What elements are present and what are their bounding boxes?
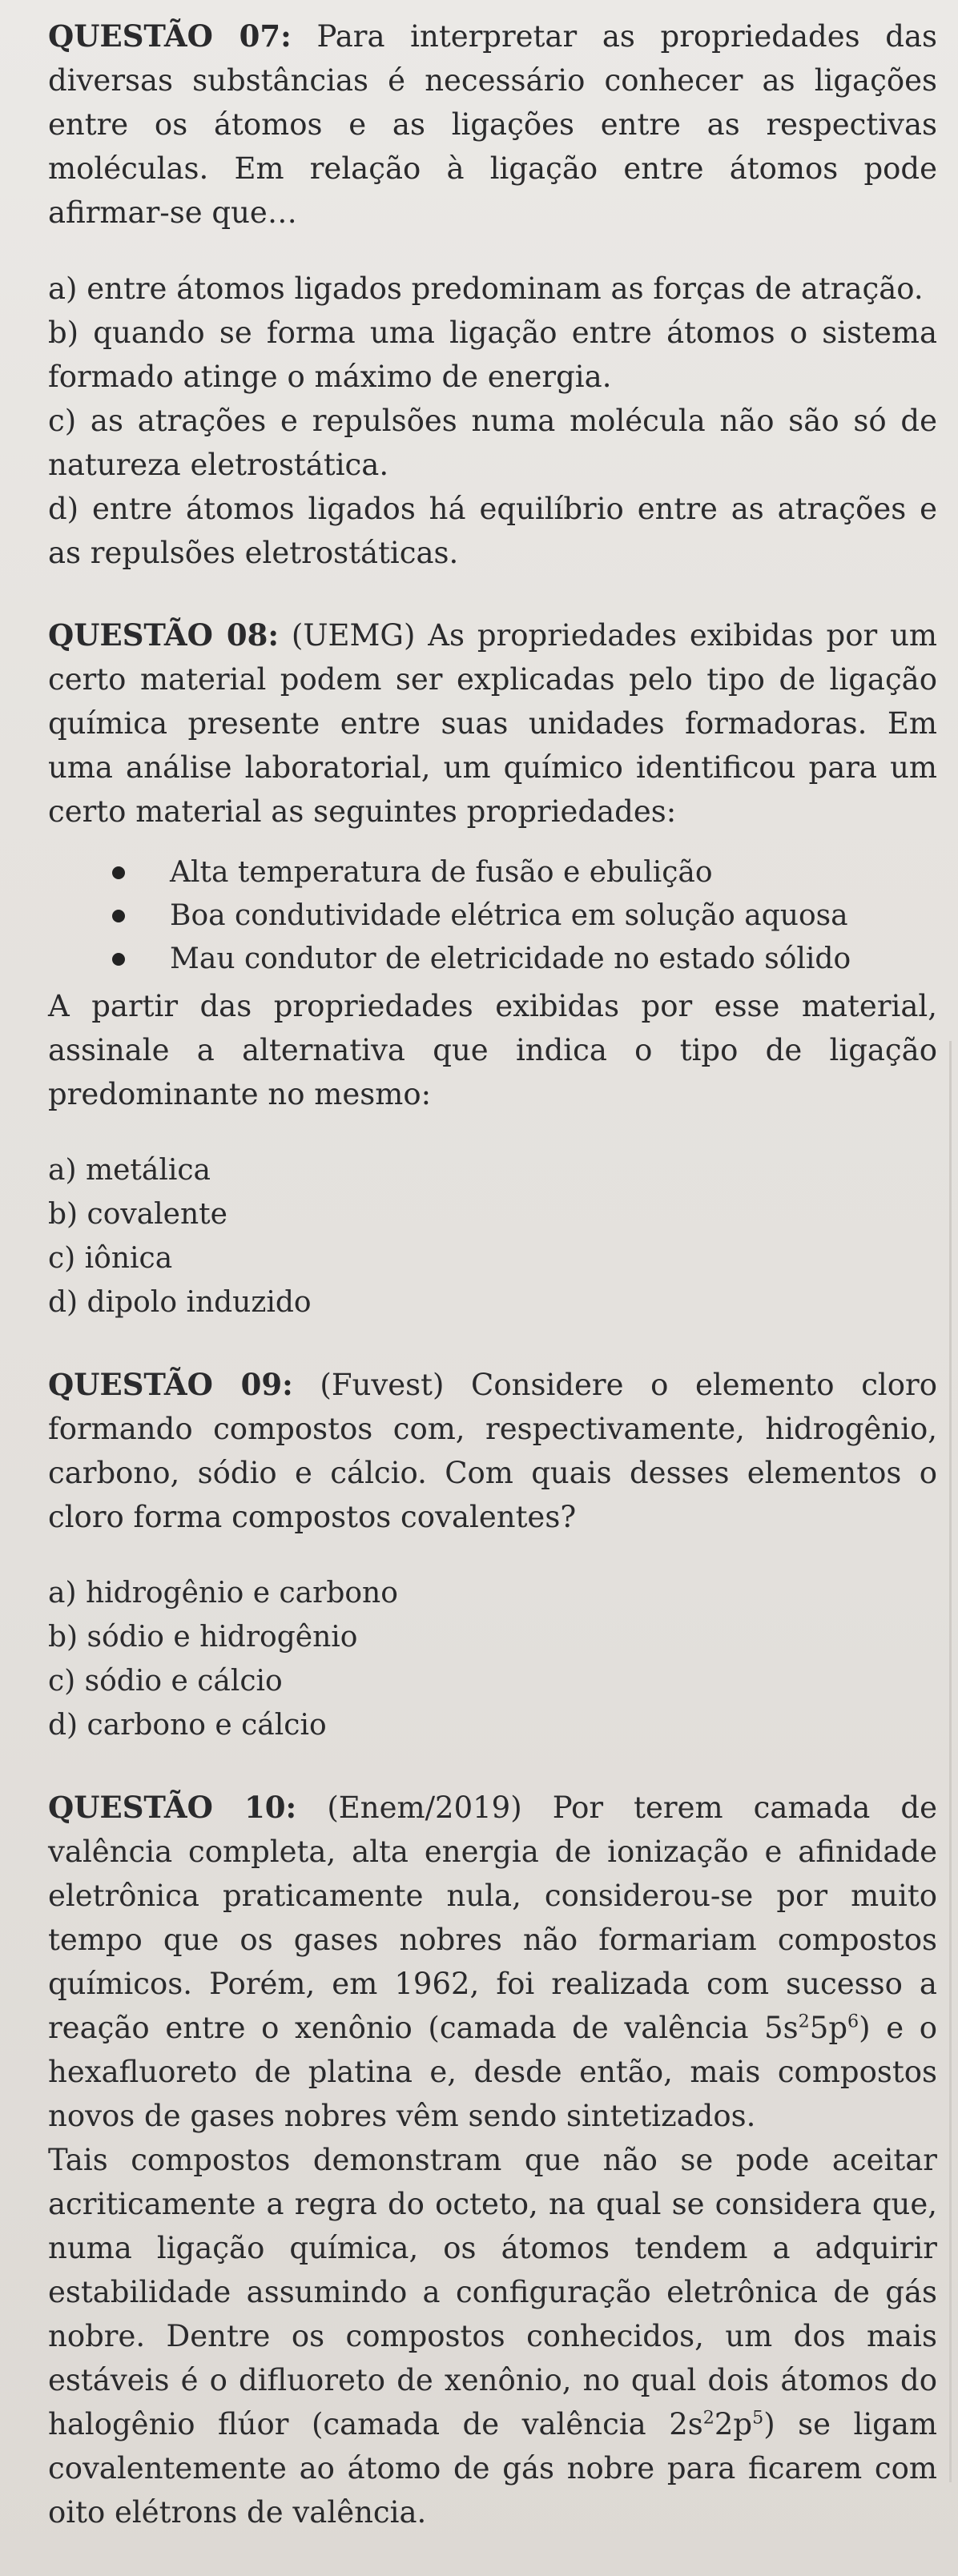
question-09-stem xyxy=(48,1363,937,1539)
question-09-option-d: d) carbono e cálcio xyxy=(48,1709,327,1742)
list-item: Mau condutor de eletricidade no estado sólido xyxy=(112,938,937,981)
question-10-paragraph-1 xyxy=(48,1786,937,2138)
question-07 xyxy=(48,14,937,575)
question-09-option-b: b) sódio e hidrogênio xyxy=(48,1621,358,1654)
question-08 xyxy=(48,613,937,1324)
question-10-text-1a: (Enem/2019) Por terem camada de valência completa, alta energia de ionização e afinidade eletrônica praticamente nula, considerou-se por muito tempo que os gases nobres não formariam compostos químicos. Porém, em 1962, foi realizada com sucesso a reação entre o xenônio (camada de valência xyxy=(48,1790,937,2045)
question-08-option-d: d) dipolo induzido xyxy=(48,1286,312,1319)
question-08-properties-list xyxy=(48,851,937,981)
page-edge-shadow xyxy=(949,1041,952,2482)
question-10-text-2a: Tais compostos demonstram que não se pode aceitar acriticamente a regra do octeto, na qual se considera que, numa ligação química, os átomos tendem a adquirir estabilidade assumindo a configuração eletrônica de gás nobre. Dentre os compostos conhecidos, um dos mais estáveis é o difluoreto de xenônio, no qual dois átomos do halogênio flúor (camada de valência xyxy=(48,2143,937,2441)
question-10-paragraph-2 xyxy=(48,2138,937,2534)
worksheet-content xyxy=(48,14,937,2534)
question-07-text: Para interpretar as propriedades das diversas substâncias é necessário conhecer as ligações entre os átomos e as ligações entre as respectivas moléculas. Em relação à ligação entre átomos pode afirmar-se que… xyxy=(48,19,937,230)
question-10-text-1b: ) e o hexafluoreto de platina e, desde então, mais compostos novos de gases nobres vêm sendo sintetizados. xyxy=(48,2011,937,2133)
question-08-instruction: A partir das propriedades exibidas por esse material, assinale a alternativa que indica o tipo de ligação predominante no mesmo: xyxy=(48,989,937,1111)
question-07-option-b: b) quando se forma uma ligação entre átomos o sistema formado atinge o máximo de energia. xyxy=(48,315,937,394)
question-07-option-d: d) entre átomos ligados há equilíbrio entre as atrações e as repulsões eletrostáticas. xyxy=(48,492,937,570)
list-item: Alta temperatura de fusão e ebulição xyxy=(112,851,937,894)
question-08-text: (UEMG) As propriedades exibidas por um certo material podem ser explicadas pelo tipo de ligação química presente entre suas unidades formadoras. Em uma análise laboratorial, um químico identificou para um certo material as seguintes propriedades: xyxy=(48,618,937,829)
question-10 xyxy=(48,1786,937,2534)
question-09-option-c: c) sódio e cálcio xyxy=(48,1665,283,1698)
question-08-option-c: c) iônica xyxy=(48,1242,173,1275)
question-08-title: QUESTÃO 08: xyxy=(48,617,280,653)
question-10-text-2b: ) se ligam covalentemente ao átomo de gás nobre para ficarem com oito elétrons de valência. xyxy=(48,2407,938,2530)
xenon-valence-config: $5s^25p^6$ xyxy=(764,2011,859,2045)
question-08-option-b: b) covalente xyxy=(48,1198,227,1231)
question-09-title: QUESTÃO 09: xyxy=(48,1367,293,1402)
question-08-option-a: a) metálica xyxy=(48,1154,211,1187)
fluorine-valence-config: $2s^22p^5$ xyxy=(669,2407,764,2441)
question-09 xyxy=(48,1363,937,1747)
list-item: Boa condutividade elétrica em solução aquosa xyxy=(112,894,937,938)
question-07-option-c: c) as atrações e repulsões numa molécula não são só de natureza eletrostática. xyxy=(48,404,937,482)
question-09-text: (Fuvest) Considere o elemento cloro formando compostos com, respectivamente, hidrogênio, carbono, sódio e cálcio. Com quais desses elementos o cloro forma compostos covalentes? xyxy=(48,1368,937,1534)
question-07-option-a: a) entre átomos ligados predominam as forças de atração. xyxy=(48,271,924,306)
question-08-stem xyxy=(48,613,937,834)
question-07-title: QUESTÃO 07: xyxy=(48,18,292,54)
question-09-option-a: a) hidrogênio e carbono xyxy=(48,1577,398,1609)
question-07-stem xyxy=(48,14,937,235)
question-10-title: QUESTÃO 10: xyxy=(48,1790,297,1825)
